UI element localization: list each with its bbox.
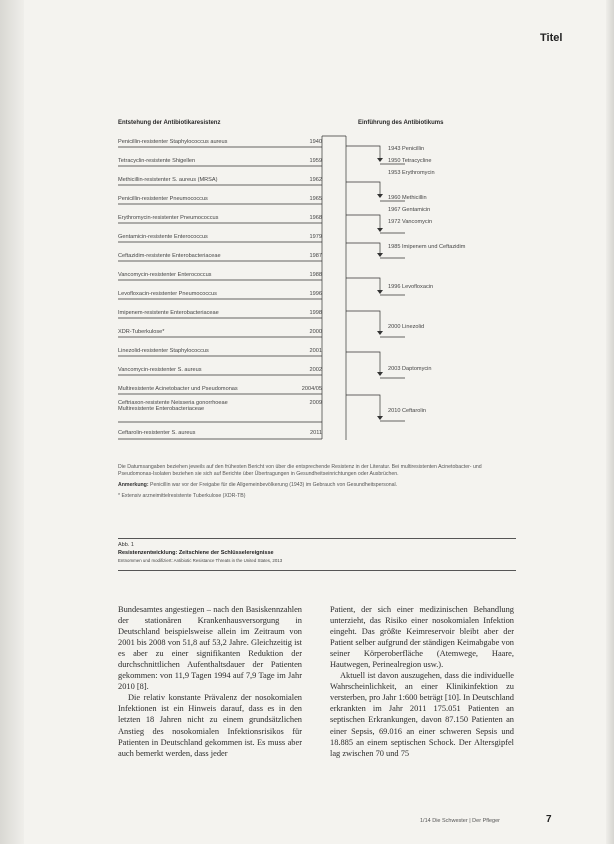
resistance-row: Multiresistente Acinetobacter und Pseudomonas 2004/05 xyxy=(118,386,322,392)
paragraph: Bundesamtes angestiegen – nach den Basiskennzahlen der stationären Krankenhausversorgung in Deutschland beispielsweise allein im Zeitraum von 2001 bis 2008 von 51,8 auf 53,2 Jahre. Gleichzeitig ist es aber zu einer signifikanten Reduktion der durchschnittlichen Aufenthaltsdauer der Patienten gekommen: von 11,9 Tagen 1994 auf 7,9 Tage im Jahr 2010 [8]. xyxy=(118,605,302,692)
resistance-row: Methicillin-resistenter S. aureus (MRSA) 1962 xyxy=(118,177,322,183)
antibiotic-item: 1960 Methicillin xyxy=(388,195,427,201)
antibiotic-item: 2010 Ceftarolin xyxy=(388,408,426,414)
antibiotic-item: 1996 Levofloxacin xyxy=(388,284,434,290)
resistance-row: Ceftarolin-resistenter S. aureus 2011 xyxy=(118,430,322,436)
caption-divider xyxy=(118,570,516,571)
figure-footnote: * Extensiv arzneimittelresistente Tuberkulose (XDR-TB) xyxy=(118,493,246,499)
resistance-row: Tetracyclin-resistente Shigellen 1959 xyxy=(118,158,322,164)
figure-note: Die Datumsangaben beziehen jeweils auf den frühesten Bericht von über die entsprechende Resistenz in der Literatur. Bei multiresistenten Acinetobacter- und Pseudomonas-Isolaten beziehen sie sich auf Berichte über Übertragungen in Gesundheitseinrichtungen oder Ausbrüchen. xyxy=(118,464,482,477)
resistance-row: Ceftriaxon-resistente Neisseria gonorrhoeae Multiresistente Enterobacteriaceae 2009 xyxy=(118,400,322,412)
paragraph: Aktuell ist davon auszugehen, dass die individuelle Wahrscheinlichkeit, an einer Klinikinfektion zu versterben, pro Jahr 1:600 beträgt [10]. In Deutschland erkrankten im Jahr 2011 175.051 Patienten an septischen Erkrankungen, davon 87.150 Patienten an einer Sepsis, 69.016 an einer schweren Sepsis und 18.885 an einem septischen Schock. Der Altersgipfel lag zwischen 70 und 75 xyxy=(330,671,514,758)
resistance-column-heading: Entstehung der Antibiotikaresistenz xyxy=(118,120,221,126)
figure-notes xyxy=(118,464,510,504)
page-edge-shadow xyxy=(606,0,614,844)
resistance-row: Imipenem-resistente Enterobacteriaceae 1998 xyxy=(118,310,322,316)
section-title: Titel xyxy=(540,32,563,44)
antibiotic-item: 2003 Daptomycin xyxy=(388,366,432,372)
page-fold-shadow xyxy=(0,0,24,844)
paragraph: Patient, der sich einer medizinischen Behandlung unterzieht, das Risiko einer nosokomialen Infektion eingeht. Das größte Keimreservoir bleibt aber der Patient selber aufgrund der ständigen Keimabgabe von seiner Körperoberfläche (Atemwege, Haare, Hautwegen, Perinealregion usw.). xyxy=(330,605,514,670)
page-number: 7 xyxy=(546,814,552,825)
body-column-right xyxy=(330,604,514,759)
resistance-row: Ceftazidim-resistente Enterobacteriaceae 1987 xyxy=(118,253,322,259)
paragraph: Die relativ konstante Prävalenz der nosokomialen Infektionen ist ein Hinweis darauf, dass es in den letzten 18 Jahren nicht zu einem grundsätzlichen Anstieg des nosokomialen Infektionsrisikos für Patienten in Deutschland gekommen ist. Es muss aber auch bemerkt werden, dass jeder xyxy=(118,693,302,758)
body-column-left xyxy=(118,604,302,759)
antibiotic-item: 2000 Linezolid xyxy=(388,324,425,330)
resistance-row: Linezolid-resistenter Staphylococcus 2001 xyxy=(118,348,322,354)
resistance-row: XDR-Tuberkulose* 2000 xyxy=(118,329,322,335)
figure-label: Abb. 1 xyxy=(118,542,134,548)
antibiotic-item: 1967 Gentamicin xyxy=(388,207,431,213)
resistance-row: Levofloxacin-resistenter Pneumococcus 1996 xyxy=(118,291,322,297)
figure-divider xyxy=(118,538,516,539)
figure-remark: Anmerkung: Penicillin war vor der Freigabe für die Allgemeinbevölkerung (1943) im Gebrauch von Gesundheitspersonal. xyxy=(118,482,398,488)
resistance-row: Vancomycin-resistenter Enterococcus 1988 xyxy=(118,272,322,278)
antibiotic-item: 1943 Penicillin xyxy=(388,146,425,152)
antibiotic-column-heading: Einführung des Antibiotikums xyxy=(358,120,444,126)
antibiotic-item: 1953 Erythromycin xyxy=(388,170,435,176)
antibiotic-item: 1985 Imipenem und Ceftazidim xyxy=(388,244,466,250)
resistance-row: Gentamicin-resistente Enterococcus 1979 xyxy=(118,234,322,240)
antibiotic-item: 1972 Vancomycin xyxy=(388,219,433,225)
resistance-row: Erythromycin-resistenter Pneumococcus 1968 xyxy=(118,215,322,221)
resistance-row: Penicillin-resistenter Staphylococcus aureus 1940 xyxy=(118,139,322,145)
footer-publication: 1/14 Die Schwester | Der Pfleger xyxy=(420,818,500,824)
antibiotic-item: 1950 Tetracycline xyxy=(388,158,432,164)
figure-title: Resistenzentwicklung: Zeitschiene der Schlüsselereignisse xyxy=(118,550,274,556)
resistance-row: Penicillin-resistenter Pneumococcus 1965 xyxy=(118,196,322,202)
figure-source: Entnommen und modifiziert: Antibiotic Resistance Threats in the United States, 2013 xyxy=(118,558,283,563)
resistance-row: Vancomycin-resistenter S. aureus 2002 xyxy=(118,367,322,373)
